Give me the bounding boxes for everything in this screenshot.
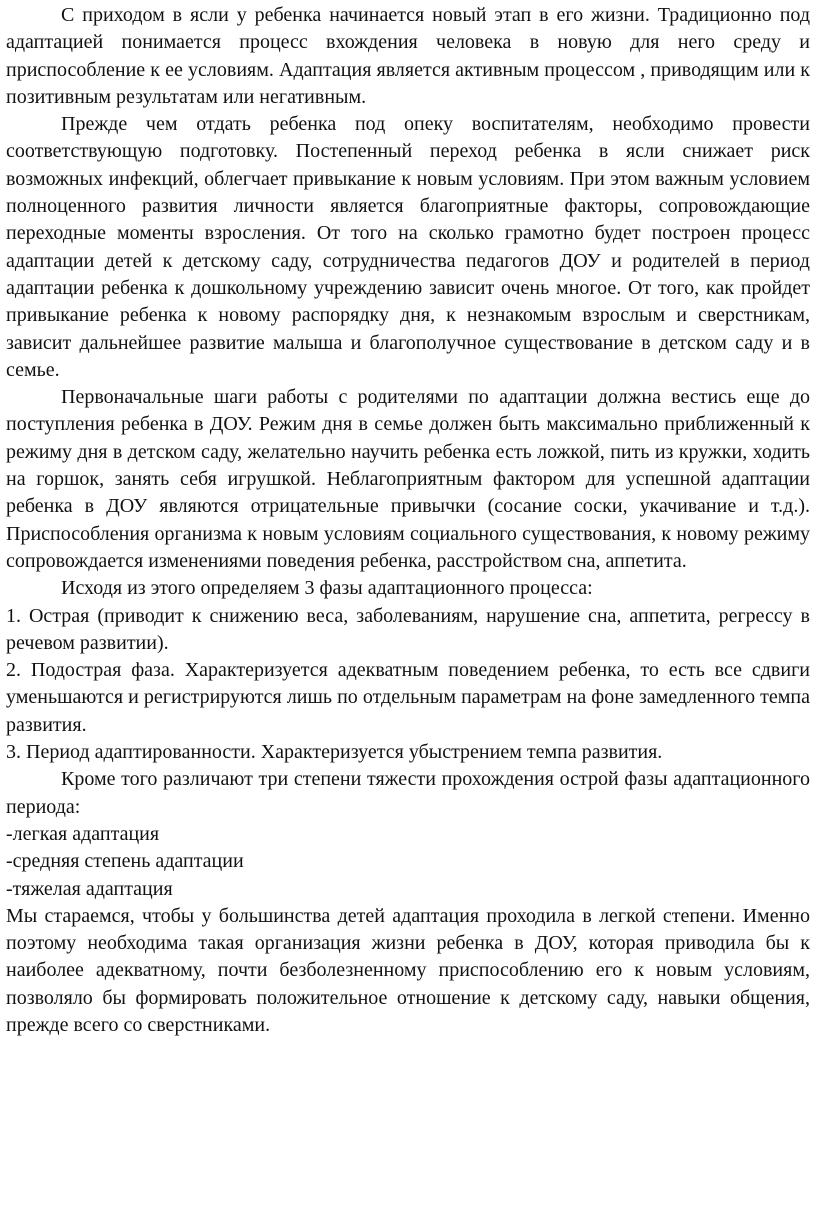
paragraph-phases-intro: Исходя из этого определяем 3 фазы адаптационного процесса: [61, 577, 593, 600]
paragraph-intro: С приходом в ясли у ребенка начинается новый этап в его жизни. Традиционно под адаптацией понимается процесс вхождения человека в новую для него среду и приспособление к ее условиям. Адаптация является активным процессом , приводящим или к позитивным результатам или негативным. [6, 4, 810, 108]
paragraph-severity-intro: Кроме того различают три степени тяжести прохождения острой фазы адаптационного периода: [6, 768, 810, 818]
paragraph-conclusion: Мы стараемся, чтобы у большинства детей адаптация проходила в легкой степени. Именно поэтому необходима такая организация жизни ребенка в ДОУ, которая приводила бы к наиболее адекватному, почти безболезненному приспособлению его к новым условиям, позволяло бы формировать положительное отношение к детскому саду, навыки общения, прежде всего со сверстниками. [6, 904, 810, 1036]
phase-item-adapted: 3. Период адаптированности. Характеризуется убыстрением темпа развития. [6, 741, 663, 764]
phase-item-acute: 1. Острая (приводит к снижению веса, заболеваниям, нарушение сна, аппетита, регрессу в речевом развитии). [6, 604, 810, 654]
severity-item-light: -легкая адаптация [6, 822, 160, 845]
paragraph-preparation: Прежде чем отдать ребенка под опеку воспитателям, необходимо провести соответствующую подготовку. Постепенный переход ребенка в ясли снижает риск возможных инфекций, облегчает привыкание к новым условиям. При этом важным условием полноценного развития личности является благоприятные факторы, сопровождающие переходные моменты взросления. От того на сколько грамотно будет построен процесс адаптации детей к детскому саду, сотрудничества педагогов ДОУ и родителей в период адаптации ребенка к дошкольному учреждению зависит очень многое. От того, как пройдет привыкание ребенка к новому распорядку дня, к незнакомым взрослым и сверстникам, зависит дальнейшее развитие малыша и благополучное существование в детском саду и в семье. [6, 113, 810, 381]
severity-item-medium: -средняя степень адаптации [6, 850, 244, 873]
phase-item-subacute: 2. Подострая фаза. Характеризуется адекватным поведением ребенка, то есть все сдвиги уменьшаются и регистрируются лишь по отдельным параметрам на фоне замедленного темпа развития. [6, 659, 810, 736]
severity-item-severe: -тяжелая адаптация [6, 877, 173, 900]
paragraph-first-steps: Первоначальные шаги работы с родителями по адаптации должна вестись еще до поступления ребенка в ДОУ. Режим дня в семье должен быть максимально приближенный к режиму дня в детском саду, желательно научить ребенка есть ложкой, пить из кружки, ходить на горшок, занять себя игрушкой. Неблагоприятным фактором для успешной адаптации ребенка в ДОУ являются отрицательные привычки (сосание соски, укачивание и т.д.). Приспособления организма к новым условиям социального существования, к новому режиму сопровождается изменениями поведения ребенка, расстройством сна, аппетита. [6, 386, 810, 572]
